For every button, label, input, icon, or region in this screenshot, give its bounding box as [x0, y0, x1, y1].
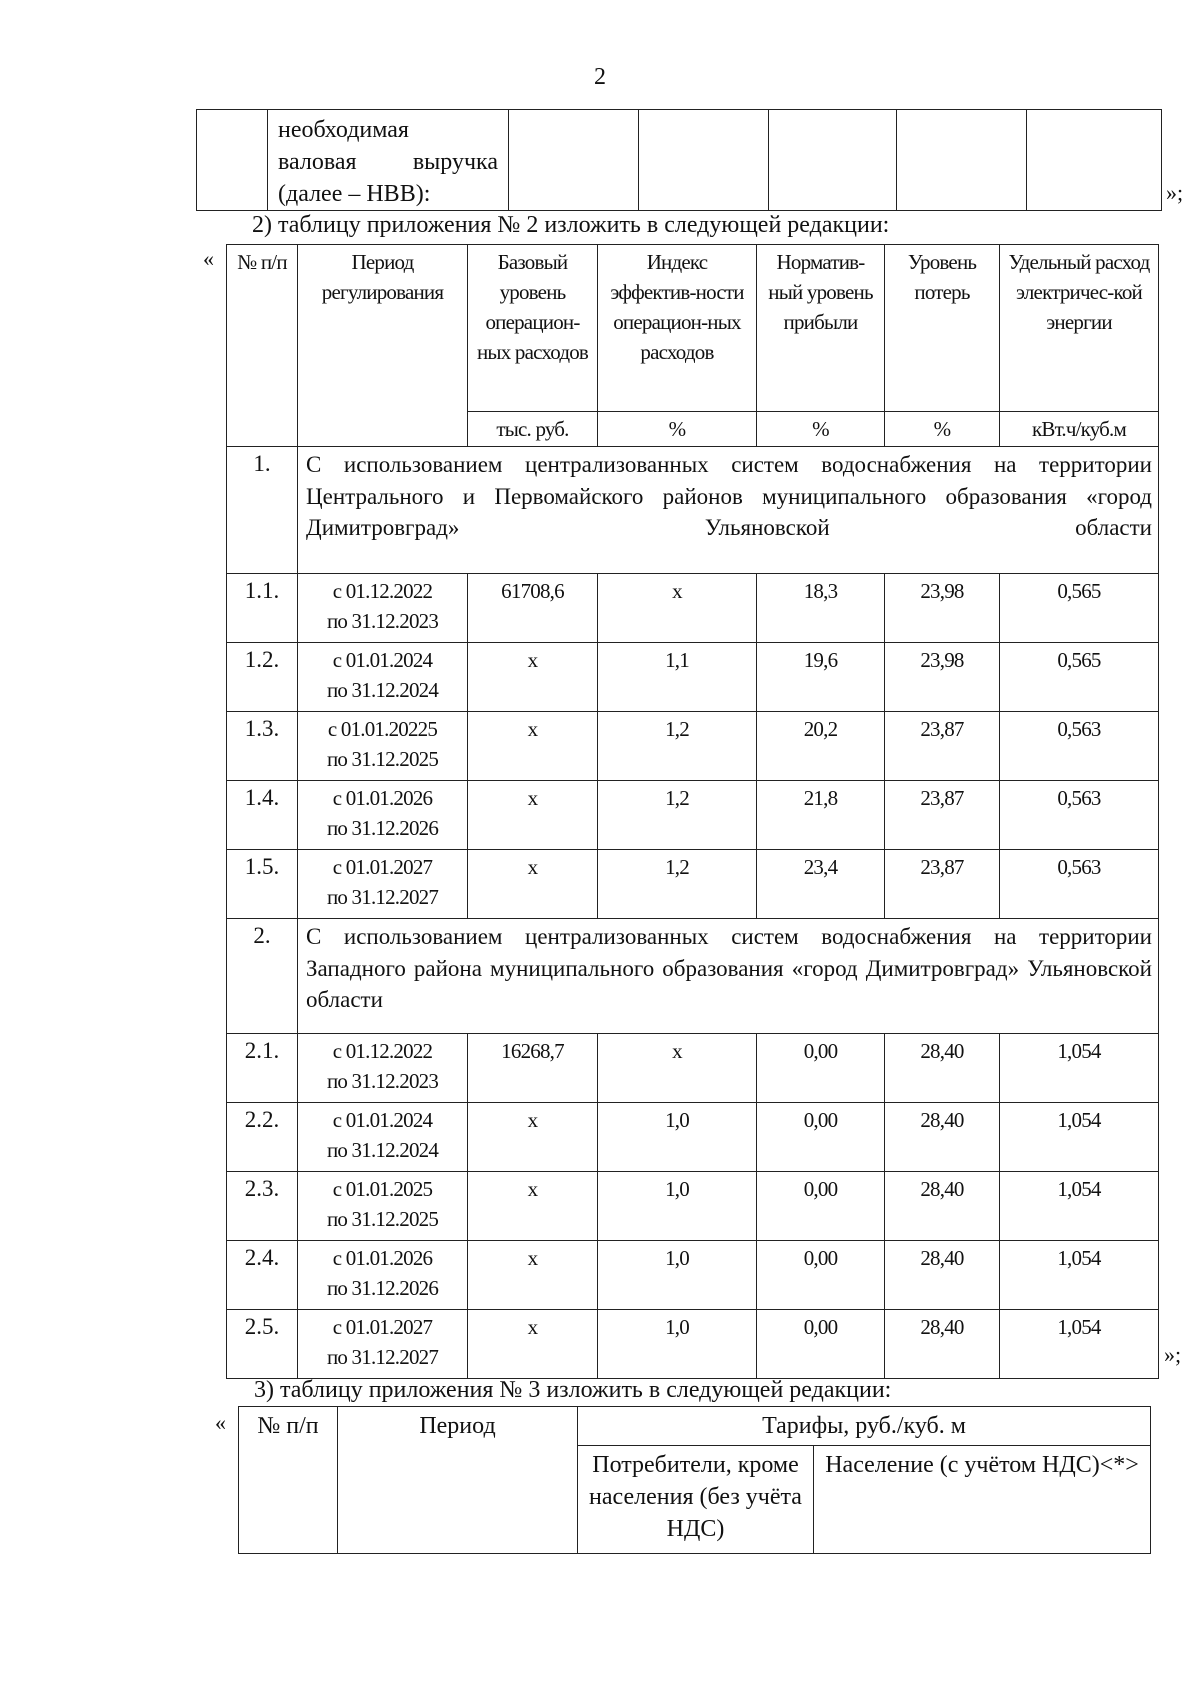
period-to: по 31.12.2026	[326, 816, 439, 840]
table1-label-line: валовая выручка	[278, 149, 498, 175]
row-profit-level: 0,00	[757, 1241, 885, 1310]
row-period	[298, 1241, 468, 1310]
row-base-opex: x	[468, 781, 598, 850]
row-energy: 1,054	[1000, 1034, 1159, 1103]
period-from: с 01.01.2026	[332, 1246, 433, 1270]
unit-energy: кВт.ч/куб.м	[1000, 412, 1159, 447]
row-num: 1.5.	[227, 850, 298, 919]
period-from: с 01.12.2022	[332, 1039, 433, 1063]
period-from: с 01.01.2024	[332, 1108, 433, 1132]
period-to: по 31.12.2027	[326, 885, 439, 909]
row-efficiency-index: 1,1	[598, 643, 757, 712]
closing-quote: »;	[1164, 1342, 1182, 1367]
row-efficiency-index: 1,0	[598, 1310, 757, 1379]
row-num: 1.4.	[227, 781, 298, 850]
table-1-fragment	[196, 109, 1162, 211]
row-profit-level: 20,2	[757, 712, 885, 781]
period-from: с 01.01.2027	[332, 855, 433, 879]
unit-profit-level: %	[757, 412, 885, 447]
row-period	[298, 1103, 468, 1172]
table1-value-cell	[639, 110, 769, 211]
row-num: 1.3.	[227, 712, 298, 781]
header-num: № п/п	[227, 245, 298, 447]
row-efficiency-index: 1,2	[598, 781, 757, 850]
table-2	[226, 244, 1159, 1379]
opening-quote: «	[215, 1410, 226, 1435]
section-num: 2.	[227, 919, 298, 1034]
row-efficiency-index: 1,0	[598, 1103, 757, 1172]
period-from: с 01.01.20225	[327, 717, 438, 741]
row-period	[298, 712, 468, 781]
period-to: по 31.12.2026	[326, 1276, 439, 1300]
row-base-opex: x	[468, 1241, 598, 1310]
heading-table-2: 2) таблицу приложения № 2 изложить в следующей редакции:	[252, 212, 890, 238]
row-base-opex: x	[468, 1103, 598, 1172]
section-title: С использованием централизованных систем водоснабжения на территории Центрального и Первомайского районов муниципального образования «город Димитровград» Ульяновской области	[298, 447, 1159, 574]
row-num: 2.4.	[227, 1241, 298, 1310]
t3-header-tariffs: Тарифы, руб./куб. м	[578, 1407, 1151, 1446]
row-profit-level: 0,00	[757, 1034, 885, 1103]
row-losses: 28,40	[885, 1310, 1000, 1379]
row-profit-level: 21,8	[757, 781, 885, 850]
section-title: С использованием централизованных систем водоснабжения на территории Западного района муниципального образования «город Димитровград» Ульяновской области	[298, 919, 1159, 1034]
period-to: по 31.12.2027	[326, 1345, 439, 1369]
table1-num-cell	[197, 110, 268, 211]
t3-header-period: Период	[338, 1407, 578, 1554]
table1-value-cell	[769, 110, 897, 211]
row-period	[298, 1310, 468, 1379]
row-profit-level: 0,00	[757, 1103, 885, 1172]
period-from: с 01.01.2025	[332, 1177, 433, 1201]
table1-label-line: необходимая	[278, 117, 409, 143]
table1-value-cell	[1027, 110, 1162, 211]
row-losses: 23,98	[885, 643, 1000, 712]
row-num: 1.1.	[227, 574, 298, 643]
row-num: 2.2.	[227, 1103, 298, 1172]
row-losses: 23,87	[885, 850, 1000, 919]
row-num: 1.2.	[227, 643, 298, 712]
row-efficiency-index: 1,0	[598, 1172, 757, 1241]
row-period	[298, 850, 468, 919]
row-base-opex: x	[468, 1172, 598, 1241]
section-num: 1.	[227, 447, 298, 574]
period-from: с 01.01.2027	[332, 1315, 433, 1339]
period-from: с 01.01.2026	[332, 786, 433, 810]
header-efficiency-index: Индекс эффектив-ности операцион-ных расходов	[598, 245, 757, 412]
header-energy: Удельный расход электричес-кой энергии	[1000, 245, 1159, 412]
row-energy: 1,054	[1000, 1172, 1159, 1241]
row-num: 2.3.	[227, 1172, 298, 1241]
header-profit-level: Норматив-ный уровень прибыли	[757, 245, 885, 412]
opening-quote: «	[203, 246, 214, 271]
row-losses: 23,98	[885, 574, 1000, 643]
row-period	[298, 781, 468, 850]
table1-value-cell	[897, 110, 1027, 211]
period-to: по 31.12.2023	[326, 1069, 439, 1093]
table1-label-line: (далее – НВВ):	[278, 181, 431, 207]
row-period	[298, 1172, 468, 1241]
row-energy: 0,565	[1000, 574, 1159, 643]
header-period: Период регулирования	[298, 245, 468, 447]
header-base-opex: Базовый уровень операцион-ных расходов	[468, 245, 598, 412]
row-profit-level: 23,4	[757, 850, 885, 919]
row-efficiency-index: 1,2	[598, 712, 757, 781]
row-base-opex: x	[468, 643, 598, 712]
row-period	[298, 643, 468, 712]
row-energy: 1,054	[1000, 1310, 1159, 1379]
row-losses: 23,87	[885, 781, 1000, 850]
row-energy: 0,563	[1000, 712, 1159, 781]
unit-base-opex: тыс. руб.	[468, 412, 598, 447]
row-losses: 28,40	[885, 1172, 1000, 1241]
row-base-opex: x	[468, 850, 598, 919]
row-base-opex: x	[468, 712, 598, 781]
row-base-opex: 16268,7	[468, 1034, 598, 1103]
period-to: по 31.12.2024	[326, 678, 439, 702]
row-efficiency-index: 1,0	[598, 1241, 757, 1310]
t3-header-num: № п/п	[239, 1407, 338, 1554]
unit-losses: %	[885, 412, 1000, 447]
row-profit-level: 0,00	[757, 1310, 885, 1379]
row-energy: 1,054	[1000, 1103, 1159, 1172]
row-period	[298, 574, 468, 643]
page-number: 2	[594, 64, 606, 90]
period-to: по 31.12.2024	[326, 1138, 439, 1162]
header-losses: Уровень потерь	[885, 245, 1000, 412]
row-num: 2.5.	[227, 1310, 298, 1379]
unit-efficiency-index: %	[598, 412, 757, 447]
period-to: по 31.12.2025	[326, 747, 439, 771]
period-from: с 01.01.2024	[332, 648, 433, 672]
table-3	[238, 1406, 1151, 1554]
t3-header-population: Население (с учётом НДС)<*>	[814, 1446, 1151, 1554]
row-profit-level: 18,3	[757, 574, 885, 643]
table1-label-cell	[268, 110, 509, 211]
row-energy: 0,565	[1000, 643, 1159, 712]
closing-quote: »;	[1166, 180, 1184, 205]
row-base-opex: x	[468, 1310, 598, 1379]
table1-value-cell	[509, 110, 639, 211]
t3-header-consumers: Потребители, кроме населения (без учёта НДС)	[578, 1446, 814, 1554]
row-base-opex: 61708,6	[468, 574, 598, 643]
period-from: с 01.12.2022	[332, 579, 433, 603]
row-energy: 0,563	[1000, 850, 1159, 919]
row-losses: 28,40	[885, 1034, 1000, 1103]
row-profit-level: 19,6	[757, 643, 885, 712]
row-period	[298, 1034, 468, 1103]
row-efficiency-index: 1,2	[598, 850, 757, 919]
row-profit-level: 0,00	[757, 1172, 885, 1241]
period-to: по 31.12.2023	[326, 609, 439, 633]
row-num: 2.1.	[227, 1034, 298, 1103]
row-losses: 23,87	[885, 712, 1000, 781]
row-efficiency-index: x	[598, 1034, 757, 1103]
row-efficiency-index: x	[598, 574, 757, 643]
row-losses: 28,40	[885, 1103, 1000, 1172]
row-energy: 1,054	[1000, 1241, 1159, 1310]
period-to: по 31.12.2025	[326, 1207, 439, 1231]
row-losses: 28,40	[885, 1241, 1000, 1310]
heading-table-3: 3) таблицу приложения № 3 изложить в следующей редакции:	[254, 1377, 892, 1403]
row-energy: 0,563	[1000, 781, 1159, 850]
